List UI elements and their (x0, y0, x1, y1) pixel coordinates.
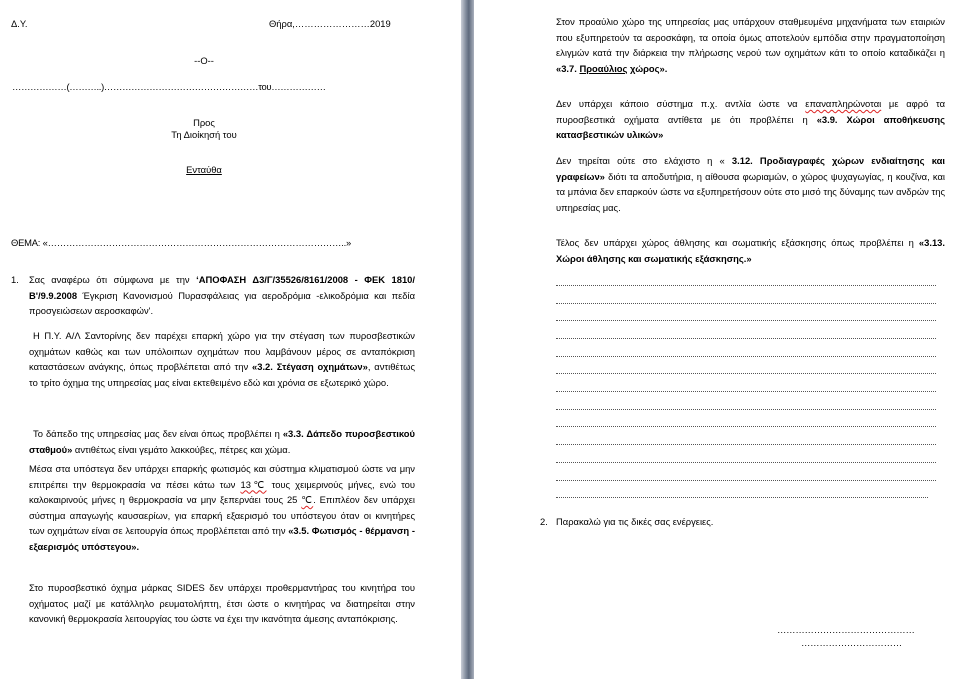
item-1-number: 1. (11, 274, 19, 285)
paragraph-heater: Στο πυροσβεστικό όχημα μάρκας SIDES δεν υπάρχει προθερμαντήρας του κινητήρα του οχήματος μαζί με κατάλληλο ρευματολήπτη, έτσι ώστε ο κινητήρας να διατηρείται στην κανονική θερμοκρασία λειτουργίας του ώστε να έχει την ικανότητα άμεσης ανταπόκρισης. (29, 582, 415, 625)
dotted-line (556, 373, 936, 375)
item-2-text: Παρακαλώ για τις δικές σας ενέργειες. (556, 516, 714, 527)
paragraph-yard: Στον προαύλιο χώρο της υπηρεσίας μας υπάρχουν σταθμευμένα μηχανήματα των εταιριών που εξυπηρετούν τα αεροσκάφη, τα οποία όμως αποτελούν εμπόδια στην πραγματοποίηση ελιγμών κατά την διάρκεια την πλήρωσης νερού των οχημάτων κάτι το οποίο καταδικάζει η «3.7. Προαύλιος χώρος». (556, 16, 945, 74)
page-gutter (461, 0, 474, 679)
dotted-line (556, 320, 936, 322)
paragraph-foam: Δεν υπάρχει κάποιο σύστημα π.χ. αντλία ώστε να επαναπληρώνοται με αφρό τα πυροσβεστικά οχήματα αντίθετα με ότι προβλέπει η «3.9. Χώροι αποθήκευσης κατασβεστικών υλικών» (556, 98, 945, 141)
item-2-number: 2. (540, 516, 548, 527)
recipient-place: Ενταύθα (186, 164, 222, 175)
sender-line: ………………(………..)……………………………………………του……………… (12, 81, 326, 92)
separator: --O-- (194, 55, 214, 66)
subject-line: ΘΕΜΑ: «……………………………………………………………………………………..» (11, 237, 352, 248)
recipient-line-1: Προς (193, 117, 215, 128)
signature-line: ……………………………………… (777, 624, 915, 635)
dotted-line (556, 356, 936, 358)
dotted-line (556, 303, 936, 305)
document-page-left (0, 0, 461, 679)
paragraph-lighting: Μέσα στα υπόστεγα δεν υπάρχει επαρκής φωτισμός και σύστημα κλιματισμού ώστε να μην επιτρέπει την θερμοκρασία να πέσει κάτω των 13℃ τους χειμερινούς μήνες, ενώ του καλοκαιρινούς μήνες η θερμοκρασία να μην ξεπερνάει τους 25 ℃. Επιπλέον δεν υπάρχει σύστημα απαγωγής καυσαερίων, για επαρκή εξαερισμό του υπόστεγου όταν οι κινητήρες των οχημάτων είναι σε λειτουργία όπως προβλέπεται από την «3.5. Φωτισμός - θέρμανση - εξαερισμός υπόστεγου». (29, 463, 416, 552)
signature-name-line: …………………………… (801, 637, 902, 648)
item-1-paragraph: Σας αναφέρω ότι σύμφωνα με την ‘ΑΠΟΦΑΣΗ Δ3/Γ/35526/8161/2008 - ΦΕΚ 1810/Β'/9.9.2008 Έγκριση Κανονισμού Πυρασφάλειας για αεροδρόμια -ελικοδρόμια και πεδία προσγειώσεων αεροσκαφών'. (29, 274, 415, 317)
paragraph-exercise: Τέλος δεν υπάρχει χώρος άθλησης και σωματικής εξάσκησης όπως προβλέπει η «3.13. Χώροι άθλησης και σωματικής εξάσκησης.» (556, 237, 945, 264)
dotted-line (556, 391, 936, 393)
document-page-right (474, 0, 960, 679)
recipient-line-2: Τη Διοίκησή του (171, 129, 237, 140)
dotted-line (556, 444, 936, 446)
header-date: Θήρα,……………………2019 (269, 18, 391, 29)
dotted-line (556, 338, 936, 340)
dotted-line (556, 462, 936, 464)
paragraph-housing: Η Π.Υ. Α/Λ Σαντορίνης δεν παρέχει επαρκή χώρο για την στέγαση των πυροσβεστικών οχημάτων καθώς και των υπόλοιπων οχημάτων που λαμβάνουν μέρος σε ανταπόκριση καταστάσεων ανάγκης, όπως προβλέπεται από την «3.2. Στέγαση οχημάτων», αντιθέτως το τρίτο όχημα της υπηρεσίας μας είναι εκτεθειμένο εδώ και χρόνια σε εξωτερικό χώρο. (29, 330, 415, 388)
dotted-line (556, 285, 936, 287)
paragraph-floor: Το δάπεδο της υπηρεσίας μας δεν είναι όπως προβλέπει η «3.3. Δάπεδο πυροσβεστικού σταθμού» αντιθέτως είναι γεμάτο λακκούβες, πέτρες και χώμα. (29, 428, 415, 455)
dotted-line (556, 409, 936, 411)
dotted-line (556, 497, 928, 499)
paragraph-quarters: Δεν τηρείται ούτε στο ελάχιστο η « 3.12. Προδιαγραφές χώρων ενδιαίτησης και γραφείων» διότι τα αποδυτήρια, η αίθουσα φωριαμών, ο χώρος ψυχαγωγίας, η κουζίνα, και τα μπάνια δεν επαρκούν ώστε να εξυπηρετήσουν ούτε στο μισό της δύναμης των ανδρών της υπηρεσίας μας. (556, 155, 945, 213)
header-left: Δ.Υ. (11, 18, 28, 29)
dotted-line (556, 480, 936, 482)
dotted-line (556, 426, 936, 428)
